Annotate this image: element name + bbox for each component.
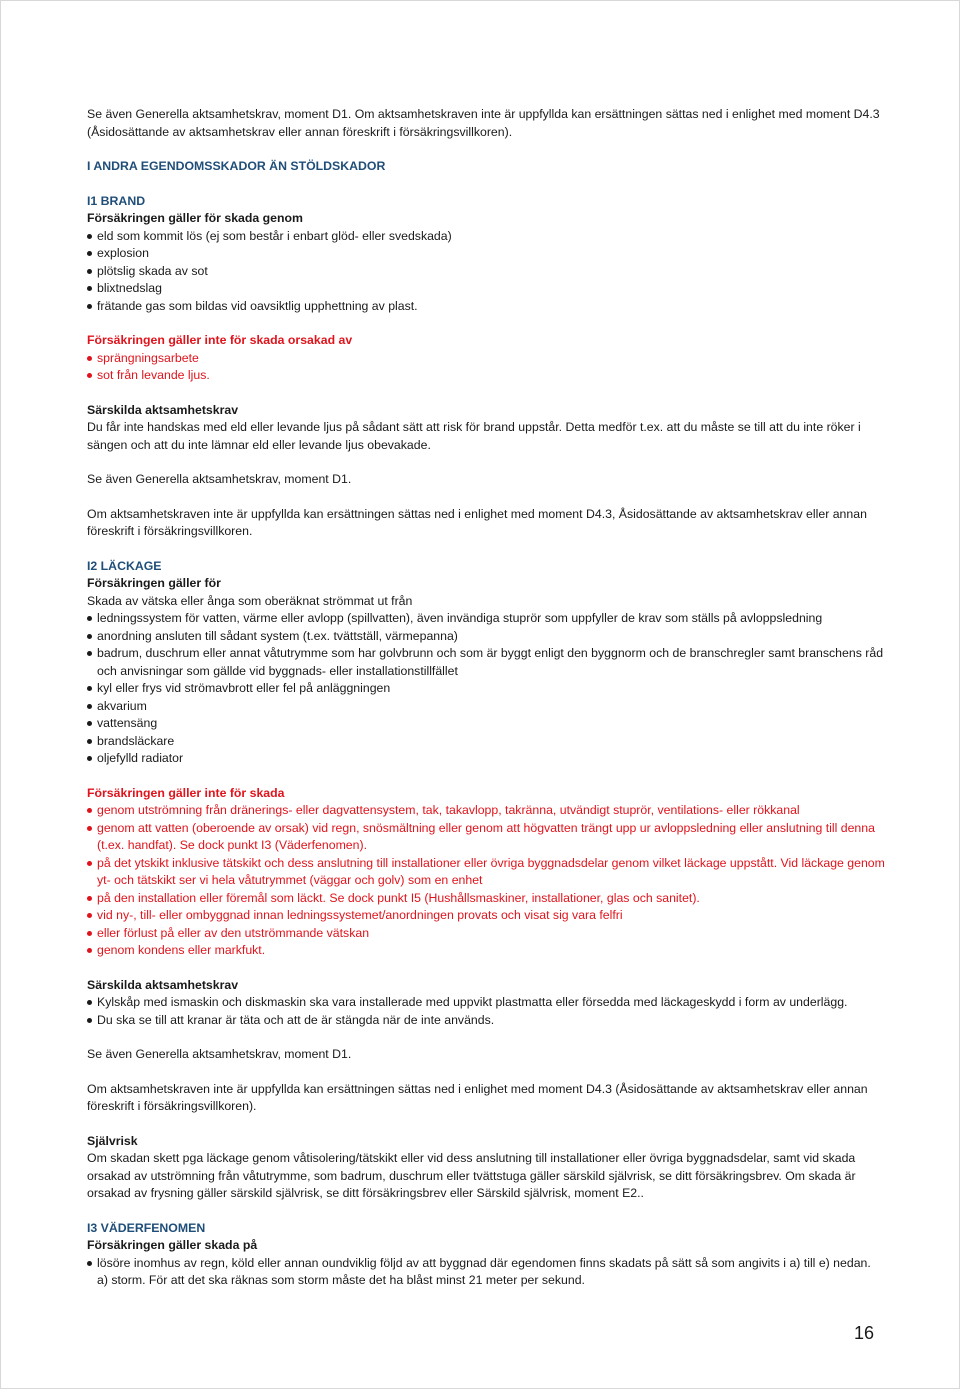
lackage-deductible-text: Om skadan skett pga läckage genom våtisolering/tätskikt eller vid dess anslutning till installationer eller övriga byggnadsdelar, samt vid skada orsakad av utströmning från våtutrymme, som badrum, duschrum eller tvättstuga gäller särskild självrisk, se ditt försäkringsbrev. Om skada är orsakad av frysning gäller särskild självrisk, se ditt försäkringsbrev eller Särskild självrisk, moment E2.. [87, 1151, 856, 1200]
list-item: anordning ansluten till sådant system (t.ex. tvättställ, värmepanna) [87, 628, 887, 646]
list-item: sot från levande ljus. [87, 367, 887, 385]
vader-covers-heading: Försäkringen gäller skada på [87, 1238, 258, 1252]
brand-reduction: Om aktsamhetskraven inte är uppfyllda kan ersättningen sättas ned i enlighet med moment D4.3, Åsidosättande av aktsamhetskrav eller annan föreskrift i försäkringsvillkoren. [87, 506, 867, 538]
list-item: eller förlust på eller av den utströmmande vätskan [87, 925, 887, 943]
page-content [87, 106, 887, 1290]
list-item: sprängningsarbete [87, 350, 887, 368]
lackage-see-also: Se även Generella aktsamhetskrav, moment D1. [87, 1047, 352, 1061]
vader-title: I3 VÄDERFENOMEN [87, 1220, 206, 1235]
list-item: explosion [87, 245, 887, 263]
list-item: genom kondens eller markfukt. [87, 942, 887, 960]
list-item: kyl eller frys vid strömavbrott eller fel på anläggningen [87, 680, 887, 698]
list-item: vattensäng [87, 715, 887, 733]
list-item: oljefylld radiator [87, 750, 887, 768]
vader-covers-list [87, 1255, 887, 1273]
lackage-covers-heading: Försäkringen gäller för [87, 576, 221, 590]
lackage-covers-intro: Skada av vätska eller ånga som oberäknat strömmat ut från [87, 593, 413, 608]
list-item: plötslig skada av sot [87, 263, 887, 281]
intro-paragraph: Se även Generella aktsamhetskrav, moment D1. Om aktsamhetskraven inte är uppfyllda kan ersättningen sättas ned i enlighet med moment D4.3 (Åsidosättande av aktsamhetskrav eller annan föreskrift i försäkringsvillkoren). [87, 107, 880, 139]
list-item: genom att vatten (oberoende av orsak) vid regn, snösmältning eller genom att högvatten trängt upp ur avloppsledning eller anslutning till denna (t.ex. handfat). Se dock punkt I3 (Väderfenomen). [87, 820, 887, 855]
section-heading: I ANDRA EGENDOMSSKADOR ÄN STÖLDSKADOR [87, 159, 386, 173]
brand-exclusions-heading: Försäkringen gäller inte för skada orsakad av [87, 333, 353, 347]
page-number: 16 [854, 1323, 875, 1343]
brand-exclusions-list [87, 350, 887, 385]
list-item: genom utströmning från dränerings- eller dagvattensystem, tak, takavlopp, takränna, utvändigt stuprör, ventilations- eller rökkanal [87, 802, 887, 820]
list-item: Du ska se till att kranar är täta och att de är stängda när de inte används. [87, 1012, 887, 1030]
list-item: vid ny-, till- eller ombyggnad innan ledningssystemet/anordningen provats och visat sig vara felfri [87, 907, 887, 925]
lackage-title: I2 LÄCKAGE [87, 558, 162, 573]
list-item: lösöre inomhus av regn, köld eller annan oundviklig följd av att byggnad där egendomen finns skadats på sätt så som angivits i a) till e) nedan. [87, 1255, 887, 1273]
brand-see-also: Se även Generella aktsamhetskrav, moment D1. [87, 472, 352, 486]
brand-covers-list [87, 228, 887, 316]
list-item: på det ytskikt inklusive tätskikt och dess anslutning till installationer eller övriga byggnadsdelar genom vilket läckage uppstått. Vid läckage genom yt- och tätskikt ser vi hela våtutrymmet (väggar och golv) som en enhet [87, 855, 887, 890]
lackage-deductible-heading: Självrisk [87, 1133, 138, 1148]
list-item: blixtnedslag [87, 280, 887, 298]
brand-requirements-text: Du får inte handskas med eld eller levande ljus på sådant sätt att risk för brand uppstår. Detta medför t.ex. att du måste se till att du inte röker i sängen och att du inte lämnar eld eller levande ljus obevakade. [87, 420, 861, 452]
list-item: eld som kommit lös (ej som består i enbart glöd- eller svedskada) [87, 228, 887, 246]
list-item: Kylskåp med ismaskin och diskmaskin ska vara installerade med uppvikt plastmatta eller försedda med läckageskydd i form av underlägg. [87, 994, 887, 1012]
lackage-requirements-list [87, 994, 887, 1029]
vader-storm-item: a) storm. För att det ska räknas som storm måste det ha blåst minst 21 meter per sekund. [97, 1273, 585, 1287]
lackage-exclusions-list [87, 802, 887, 960]
brand-requirements-heading: Särskilda aktsamhetskrav [87, 402, 239, 417]
list-item: på den installation eller föremål som läckt. Se dock punkt I5 (Hushållsmaskiner, installationer, glas och sanitet). [87, 890, 887, 908]
lackage-reduction: Om aktsamhetskraven inte är uppfyllda kan ersättningen sättas ned i enlighet med moment D4.3 (Åsidosättande av aktsamhetskrav eller annan föreskrift i försäkringsvillkoren). [87, 1081, 868, 1113]
lackage-exclusions-heading: Försäkringen gäller inte för skada [87, 785, 285, 800]
brand-title: I1 BRAND [87, 193, 146, 208]
lackage-covers-list [87, 610, 887, 768]
brand-covers-heading: Försäkringen gäller för skada genom [87, 211, 303, 225]
lackage-requirements-heading: Särskilda aktsamhetskrav [87, 977, 239, 992]
list-item: brandsläckare [87, 733, 887, 751]
list-item: ledningssystem för vatten, värme eller avlopp (spillvatten), även invändiga stuprör som uppfyller de krav som ställs på avloppsledning [87, 610, 887, 628]
list-item: akvarium [87, 698, 887, 716]
list-item: frätande gas som bildas vid oavsiktlig upphettning av plast. [87, 298, 887, 316]
list-item: badrum, duschrum eller annat våtutrymme som har golvbrunn och som är byggt enligt den byggnorm och de branschregler samt branschens råd och anvisningar som gällde vid byggnads- eller installationstillfället [87, 645, 887, 680]
